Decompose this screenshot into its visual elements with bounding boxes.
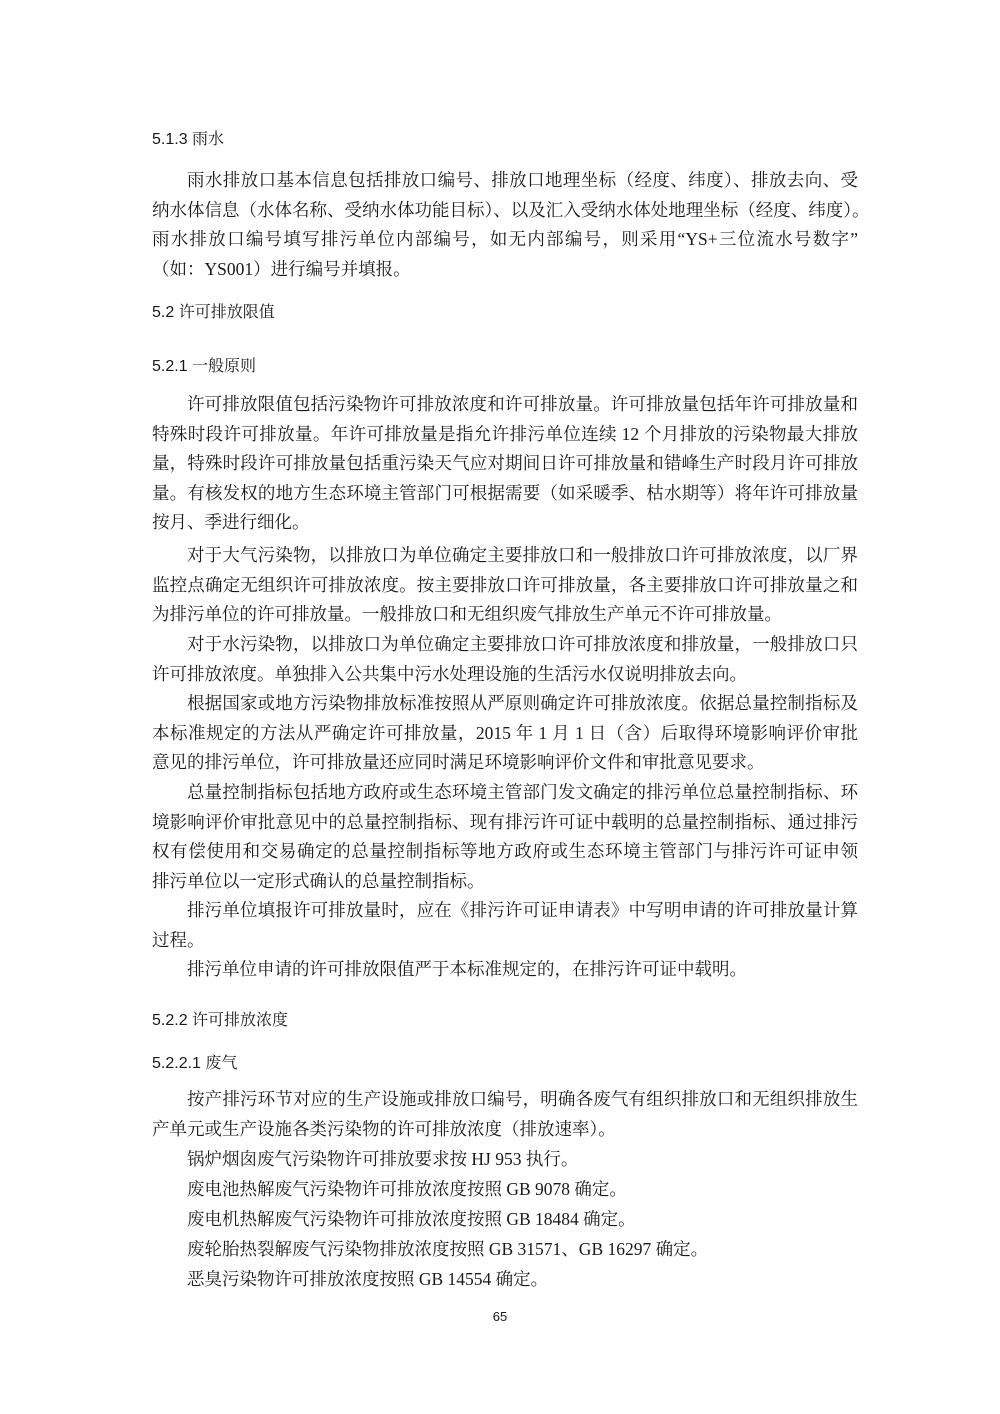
section-heading: 5.2.2.1 废气 <box>152 1055 238 1072</box>
text-line: 特殊时段许可排放量。年许可排放量是指允许排污单位连续 12 个月排放的污染物最大排放 <box>152 423 858 444</box>
text-line: 排污单位填报许可排放量时，应在《排污许可证申请表》中写明申请的许可排放量计算 <box>187 900 858 920</box>
text-line: 恶臭污染物许可排放浓度按照 GB 14554 确定。 <box>187 1269 549 1289</box>
text-line: 本标准规定的方法从严确定许可排放量，2015 年 1 月 1 日（含）后取得环境影响评价审批 <box>152 722 858 743</box>
paragraph <box>152 541 858 630</box>
text-line: 对于大气污染物，以排放口为单位确定主要排放口和一般排放口许可排放浓度，以厂界 <box>187 545 858 565</box>
text-line: 雨水排放口编号填写排污单位内部编号，如无内部编号，则采用“YS+三位流水号数字” <box>152 229 858 250</box>
text-line: 对于水污染物，以排放口为单位确定主要排放口许可排放浓度和排放量，一般排放口只 <box>187 634 858 654</box>
section-heading: 5.2 许可排放限值 <box>152 304 275 321</box>
text-line: 权有偿使用和交易确定的总量控制指标等地方政府或生态环境主管部门与排污许可证申领 <box>152 841 858 862</box>
text-line: 境影响评价审批意见中的总量控制指标、现有排污许可证中载明的总量控制指标、通过排污 <box>152 811 858 832</box>
text-line: 过程。 <box>152 929 205 950</box>
page-number: 65 <box>492 1309 508 1324</box>
text-line: 纳水体信息（水体名称、受纳水体功能目标）、以及汇入受纳水体处地理坐标（经度、纬度）。 <box>152 199 870 220</box>
text-line: 许可排放浓度。单独排入公共集中污水处理设施的生活污水仅说明排放去向。 <box>152 663 747 684</box>
text-line: 废电机热解废气污染物许可排放浓度按照 GB 18484 确定。 <box>187 1209 636 1229</box>
text-line: 按产排污环节对应的生产设施或排放口编号，明确各废气有组织排放口和无组织排放生 <box>187 1089 858 1109</box>
paragraph <box>152 1145 858 1175</box>
paragraph <box>152 1205 858 1235</box>
text-line: 产单元或生产设施各类污染物的许可排放浓度（排放速率）。 <box>152 1118 616 1139</box>
section-heading: 5.1.3 雨水 <box>152 131 225 148</box>
paragraph <box>152 1175 858 1205</box>
paragraph <box>152 955 858 985</box>
paragraph <box>152 1265 858 1295</box>
text-line: 为排污单位的许可排放量。一般排放口和无组织废气排放生产单元不许可排放量。 <box>152 604 782 625</box>
text-line: 雨水排放口基本信息包括排放口编号、排放口地理坐标（经度、纬度）、排放去向、受 <box>187 170 858 190</box>
text-line: 量，特殊时段许可排放量包括重污染天气应对期间日许可排放量和错峰生产时段月许可排放 <box>152 453 858 474</box>
paragraph <box>152 689 858 778</box>
paragraph <box>152 1235 858 1265</box>
text-line: 排污单位申请的许可排放限值严于本标准规定的，在排污许可证中载明。 <box>187 959 747 979</box>
paragraph <box>152 1085 858 1144</box>
text-line: 按月、季进行细化。 <box>152 512 310 533</box>
text-line: 根据国家或地方污染物排放标准按照从严原则确定许可排放浓度。依据总量控制指标及 <box>187 693 858 713</box>
text-line: 量。有核发权的地方生态环境主管部门可根据需要（如采暖季、枯水期等）将年许可排放量 <box>152 482 858 503</box>
text-line: 废轮胎热裂解废气污染物排放浓度按照 GB 31571、GB 16297 确定。 <box>187 1239 709 1259</box>
paragraph <box>152 896 858 955</box>
section-heading: 5.2.1 一般原则 <box>152 358 257 375</box>
paragraph <box>152 166 870 284</box>
text-line: 许可排放限值包括污染物许可排放浓度和许可排放量。许可排放量包括年许可排放量和 <box>187 394 858 414</box>
text-line: 锅炉烟囱废气污染物许可排放要求按 HJ 953 执行。 <box>187 1149 579 1169</box>
text-line: （如：YS001）进行编号并填报。 <box>152 258 411 279</box>
paragraph <box>152 778 858 896</box>
text-line: 意见的排污单位，许可排放量还应同时满足环境影响评价文件和审批意见要求。 <box>152 752 765 773</box>
section-heading: 5.2.2 许可排放浓度 <box>152 1012 289 1029</box>
text-line: 废电池热解废气污染物许可排放浓度按照 GB 9078 确定。 <box>187 1179 627 1199</box>
paragraph <box>152 390 858 538</box>
text-line: 排污单位以一定形式确认的总量控制指标。 <box>152 870 485 891</box>
text-line: 总量控制指标包括地方政府或生态环境主管部门发文确定的排污单位总量控制指标、环 <box>187 782 858 802</box>
paragraph <box>152 630 858 689</box>
text-line: 监控点确定无组织许可排放浓度。按主要排放口许可排放量，各主要排放口许可排放量之和 <box>152 574 858 595</box>
